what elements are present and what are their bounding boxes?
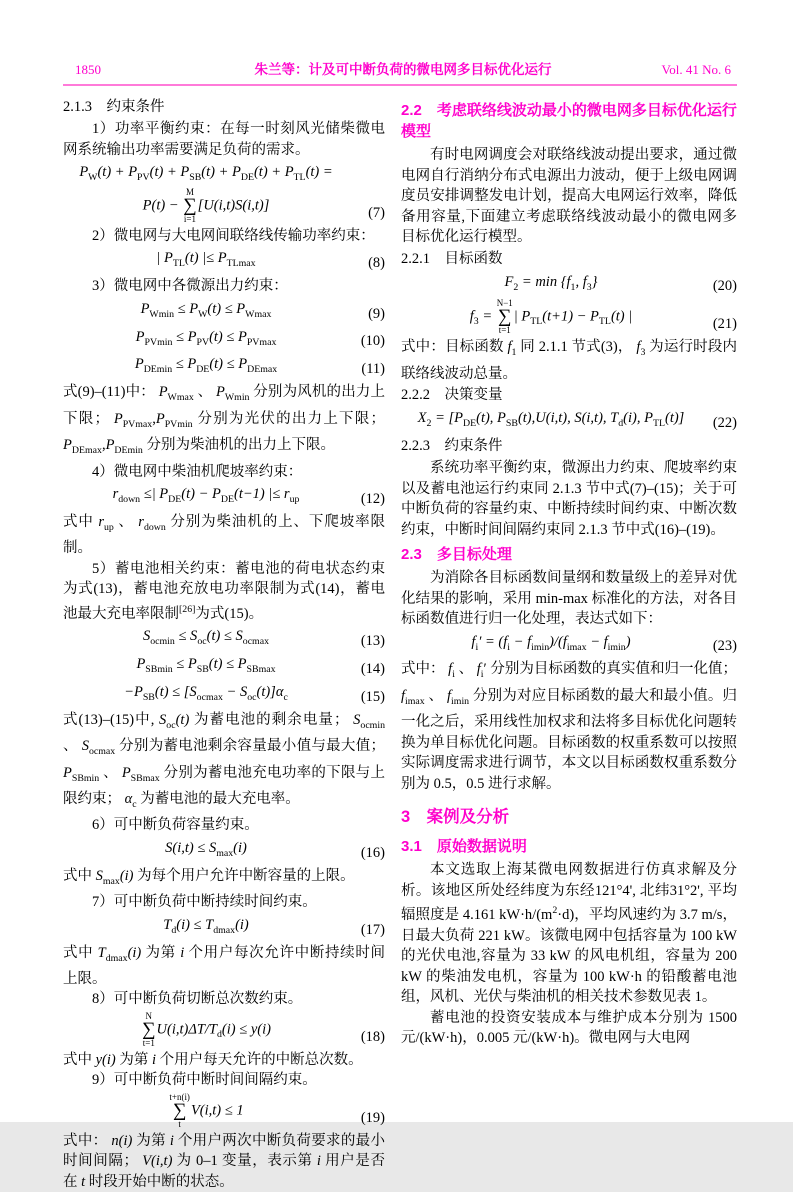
equation: [401, 272, 737, 298]
equation-number: (15): [360, 688, 385, 705]
paragraph: 式中 y(i) 为第 i 个用户每天允许的中断总次数。: [63, 1051, 363, 1068]
section-heading: 2.2.1 目标函数: [401, 250, 503, 267]
equation-body: $P_{DEmin} \le P_{DE}(t) \le P_{DEmax}$: [134, 356, 278, 376]
equation-number: (16): [360, 844, 385, 861]
paragraph: 本文选取上海某微电网数据进行仿真求解及分析。该地区所处经纬度为东经121°4', 北纬31°2', 平均辐照度是 4.161 $kW\cdot h/(m^2\cdot d)$，平均风速约为 3.7 m/s，日最大负荷 221 kW。该微电网中包括容量为 100 kW 的光伏电池,容量为 33 kW 的风电机组，容量为 200 kW 的柴油发电机，容量为 100 kW·h 的铅酸蓄电池组，风机、光伏与柴油机的相关技术参数见表 1。: [401, 862, 737, 1006]
paragraph: 8）可中断负荷切断总次数约束。: [92, 991, 303, 1008]
section-heading: 3 案例及分析: [401, 808, 510, 827]
equation: [63, 682, 385, 708]
section-heading: 2.2 考虑联络线波动最小的微电网多目标优化运行模型: [401, 102, 737, 140]
equation-body: $S(i,t) \le S_{max}(i)$: [165, 839, 247, 859]
equation-number: (12): [360, 490, 385, 507]
equation: [63, 299, 385, 325]
equation: [63, 654, 385, 680]
equation-number: (23): [712, 638, 737, 655]
equation: [63, 1012, 385, 1048]
equation: [63, 626, 385, 652]
section-heading: 2.3 多目标处理: [401, 546, 512, 564]
paragraph: 式中： $f_i$ 、 $f_i'$ 分别为目标函数的真实值和归一化值； $f_{imax}$ 、 $f_{imin}$ 分别为对应目标函数的最大和最小值。归一化之后，采用线性加权求和法将多目标优化问题转换为单目标优化问题。目标函数的权重系数可以按照实际调度需求进行调节，本文以目标函数权重系数分别为 0.5，0.5 进行求解。: [401, 661, 738, 792]
paragraph: 9）可中断负荷中断时间间隔约束。: [92, 1072, 317, 1089]
right-column: [401, 96, 737, 1192]
equation: [401, 632, 737, 658]
equation-body: $r_{down}$ ≤| $P_{DE}(t) - P_{DE}(t-1)$ |≤ $r_{up}$: [112, 486, 300, 505]
equation: [401, 408, 737, 434]
left-column: [63, 96, 385, 1192]
paragraph: 1）功率平衡约束：在每一时刻风光储柴微电网系统输出功率需要满足负荷的需求。: [63, 121, 385, 158]
equation-body: $P_{Wmin} \le P_W(t) \le P_{Wmax}$: [140, 300, 272, 320]
equation-body: $F_2 = \min \{f_1$, $f_3$}: [504, 273, 598, 293]
running-title: 朱兰等：计及可中断负荷的微电网多目标优化运行: [254, 62, 552, 77]
paragraph: 式(9)–(11)中： $P_{Wmax}$ 、 $P_{Wmin}$ 分别为风机的出力上下限； $P_{PVmax},P_{PVmin}$ 分别为光伏的出力上下限； $P_{DEmax},P_{DEmin}$ 分别为柴油机的出力上下限。: [63, 384, 386, 457]
equation-body: $S_{ocmin} \le S_{oc}(t) \le S_{ocmax}$: [142, 628, 270, 648]
equation-number: (22): [712, 415, 737, 432]
equation-body: $P_{PVmin} \le P_{PV}(t) \le P_{PVmax}$: [135, 328, 277, 348]
paragraph: 6）可中断负荷容量约束。: [92, 817, 259, 834]
paragraph: 式中 $S_{max}(i)$ 为每个用户允许中断容量的上限。: [63, 867, 355, 887]
paragraph: 式中 $r_{up}$ 、 $r_{down}$ 分别为柴油机的上、下爬坡率限制。: [63, 513, 386, 557]
equation-number: (7): [368, 204, 385, 221]
section-heading: 2.2.2 决策变量: [401, 387, 503, 404]
equation: [63, 484, 385, 510]
equation-number: (10): [360, 333, 385, 350]
paragraph: 有时电网调度会对联络线波动提出要求，通过微电网自行消纳分布式电源出力波动，便于上级电网调度员安排调整发电计划，提高大电网运行效率，降低备用容量,下面建立考虑联络线波动最小的微电网多目标优化运行模型。: [401, 147, 737, 245]
equation-body: $P_W(t) + P_{PV}(t) + P_{SB}(t) + P_{DE}(t) + P_{TL}(t)$ = P(t) − M ∑ i=1 [U(i,t)S(i,t)]: [79, 164, 333, 224]
paragraph: 式(13)–(15)中, $S_{oc}(t)$ 为蓄电池的剩余电量； $S_{ocmin}$ 、 $S_{ocmax}$ 分别为蓄电池剩余容量最小值与最大值； $P_{SBmin}$ 、 $P_{SBmax}$ 分别为蓄电池充电功率的下限与上限约束； $\alpha_c$ 为蓄电池的最大充电率。: [63, 711, 386, 810]
paragraph: 式中：目标函数 $f_1$ 同 2.1.1 节式(3)， $f_3$ 为运行时段内联络线波动总量。: [401, 339, 738, 382]
equation: [63, 1093, 385, 1129]
equation: [63, 162, 385, 224]
equation: [63, 915, 385, 941]
paragraph: 为消除各目标函数间量纲和数量级上的差异对优化结果的影响，采用 min-max 标准化的方法，对各目标函数值进行归一化处理，表达式如下：: [401, 570, 737, 628]
summation-symbol: t+n(i) ∑ t: [169, 1091, 190, 1129]
equation: [63, 248, 385, 274]
equation-number: (11): [361, 361, 385, 378]
paragraph: 5）蓄电池相关约束：蓄电池的荷电状态约束为式(13)，蓄电池充放电功率限制为式(14)，蓄电池最大充电率限制[26]为式(15)。: [63, 560, 385, 622]
equation-number: (8): [368, 255, 385, 272]
equation-body: $f_3$ = N−1 ∑ t=1 | $P_{TL}(t+1) - P_{TL}(t)$ |: [469, 298, 633, 336]
paragraph: 7）可中断负荷中断持续时间约束。: [92, 894, 317, 911]
equation-number: (9): [368, 305, 385, 322]
equation-body: | $P_{TL}(t)$ |≤ $P_{TLmax}$: [156, 250, 256, 270]
equation-body: $-P_{SB}(t) \le [S_{ocmax} - S_{oc}(t)]\alpha_c$: [124, 683, 288, 703]
equation-number: (18): [360, 1028, 385, 1045]
summation-symbol: M ∑ i=1: [183, 186, 197, 224]
paragraph: 式中： n(i) 为第 i 个用户两次中断负荷要求的最小时间间隔； V(i,t) 为 0–1 变量，表示第 i 用户是否在 t 时段开始中断的状态。: [63, 1132, 386, 1190]
paragraph: 式中 $T_{dmax}(i)$ 为第 i 个用户每次允许中断持续时间上限。: [63, 944, 386, 987]
equation: [401, 299, 737, 335]
summation-symbol: N−1 ∑ t=1: [496, 298, 513, 336]
equation-body: t+n(i) ∑ t V(i,t) ≤ 1: [169, 1091, 244, 1129]
equation-body: $X_2 = [P_{DE}(t)$, $P_{SB}(t),U(i,t)$, S(i,t), $T_d(i)$, $P_{TL}(t)$]: [417, 410, 685, 430]
page-header: [63, 58, 737, 78]
paragraph: 4）微电网中柴油机爬坡率约束：: [92, 463, 303, 480]
equation-body: $f_i' = (f_i - f_{imin})/(f_{imax} - f_{imin})$: [471, 633, 631, 653]
equation-body: N ∑ t=1 $U(i,t)\Delta T/T_d(i) \le y(i)$: [142, 1010, 271, 1048]
equation: [63, 354, 385, 380]
paragraph: 2）微电网与大电网间联络线传输功率约束：: [92, 227, 375, 244]
section-heading: 2.1.3 约束条件: [63, 99, 165, 115]
section-heading: 2.2.3 约束条件: [401, 438, 503, 455]
equation: [63, 327, 385, 353]
equation-number: (21): [712, 316, 737, 333]
equation-number: (14): [360, 660, 385, 677]
equation: [63, 838, 385, 864]
two-column-body: [63, 96, 737, 1192]
equation-body: $P_{SBmin} \le P_{SB}(t) \le P_{SBmax}$: [136, 656, 276, 675]
page-number: 1850: [75, 62, 101, 77]
equation-number: (19): [360, 1109, 385, 1126]
equation-number: (13): [360, 633, 385, 650]
paragraph: 蓄电池的投资安装成本与维护成本分别为 1500 元/(kW·h)，0.005 元/(kW·h)。微电网与大电网: [401, 1009, 737, 1047]
volume-info: Vol. 41 No. 6: [661, 62, 731, 77]
equation-body: $T_d(i) \le T_{dmax}(i)$: [163, 916, 249, 936]
header-rule: [63, 84, 737, 86]
paragraph: 3）微电网中各微源出力约束：: [92, 278, 288, 295]
section-heading: 3.1 原始数据说明: [401, 838, 527, 856]
equation-number: (17): [360, 921, 385, 938]
paragraph: 系统功率平衡约束，微源出力约束、爬坡率约束以及蓄电池运行约束同 2.1.3 节中式(7)–(15)；关于可中断负荷的容量约束、中断持续时间约束、中断次数约束，中断时间间隔约束同 2.1.3 节中式(16)–(19)。: [401, 460, 737, 538]
summation-symbol: N ∑ t=1: [142, 1010, 156, 1048]
equation-number: (20): [712, 278, 737, 295]
